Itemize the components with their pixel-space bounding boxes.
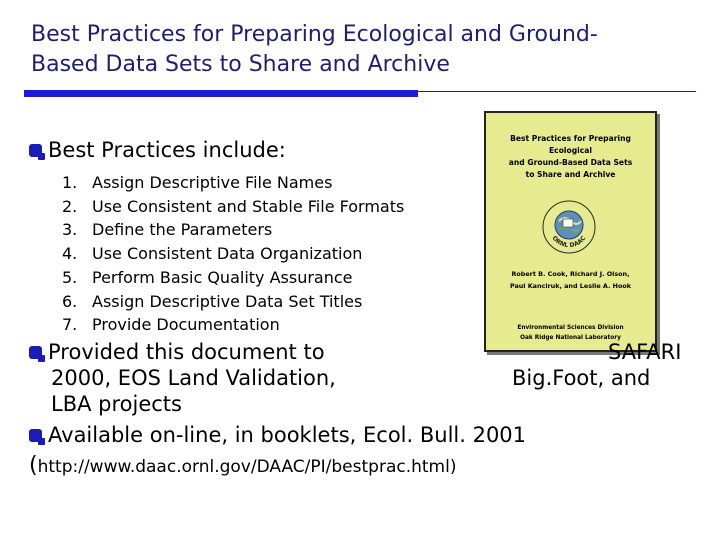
cover-title-line: Best Practices for Preparing Ecological: [510, 134, 631, 155]
bullet-box-icon: [29, 346, 42, 359]
document-url[interactable]: [29, 453, 456, 478]
cover-org-line: Oak Ridge National Laboratory: [520, 335, 621, 341]
document-cover-image: [484, 111, 657, 352]
list-text: Define the Parameters: [92, 220, 273, 240]
practices-list: [62, 171, 404, 337]
bullet-text-continuation: LBA projects: [51, 392, 182, 416]
cover-title-line: and Ground-Based Data Sets: [508, 158, 633, 167]
cover-authors: [494, 268, 647, 292]
cover-authors-line: Robert B. Cook, Richard J. Olson,: [511, 270, 630, 278]
list-number: 5.: [62, 267, 78, 287]
bullet-box-icon: [29, 144, 42, 157]
bullet-text-right-safari: SAFARI: [608, 340, 682, 364]
title-underline-thick: [24, 90, 418, 97]
title-underline-thin: [418, 91, 696, 92]
bullet-text-continuation: 2000, EOS Land Validation,: [51, 366, 336, 390]
list-item: [62, 266, 404, 290]
cover-authors-line: Paul Kanciruk, and Leslie A. Hook: [509, 282, 632, 290]
list-number: 6.: [62, 291, 78, 311]
list-item: [62, 171, 404, 195]
seal-text: ORNL DAAC: [550, 234, 588, 250]
list-item: [62, 313, 404, 337]
list-item: [62, 195, 404, 219]
list-number: 7.: [62, 315, 78, 335]
cover-org-line: Environmental Sciences Division: [517, 325, 624, 331]
list-item: [62, 290, 404, 314]
bullet-available-online: [29, 423, 526, 447]
list-item: [62, 242, 404, 266]
list-text: Use Consistent Data Organization: [92, 244, 363, 264]
cover-title-line: to Share and Archive: [525, 170, 616, 179]
url-link[interactable]: http://www.daac.ornl.gov/DAAC/PI/bestprac.html): [37, 457, 457, 477]
bullet-provided-document: [29, 340, 325, 364]
list-number: 4.: [62, 244, 78, 264]
list-number: 2.: [62, 196, 78, 216]
list-text: Assign Descriptive File Names: [92, 173, 333, 192]
slide-title-line-2: Based Data Sets to Share and Archive: [31, 52, 450, 77]
bullet-box-icon: [29, 429, 42, 442]
cover-title: [494, 133, 647, 181]
url-paren: (: [29, 453, 38, 478]
slide-title: [31, 20, 691, 80]
list-text: Perform Basic Quality Assurance: [92, 267, 353, 287]
bullet-text-right-bigfoot: Big.Foot, and: [512, 366, 651, 390]
list-item: [62, 218, 404, 242]
bullet-best-practices: [29, 138, 286, 162]
bullet-text: Provided this document to: [48, 340, 325, 364]
bullet-text: Available on-line, in booklets, Ecol. Bull. 2001: [48, 423, 527, 447]
bullet-text: Best Practices include:: [48, 138, 286, 162]
list-number: 3.: [62, 220, 78, 240]
list-text: Assign Descriptive Data Set Titles: [92, 291, 363, 311]
list-text: Provide Documentation: [92, 315, 280, 335]
ornl-daac-seal-icon: [541, 199, 597, 255]
list-number: 1.: [62, 173, 78, 192]
list-text: Use Consistent and Stable File Formats: [92, 196, 405, 216]
slide-title-line-1: Best Practices for Preparing Ecological and Ground-: [31, 22, 598, 47]
